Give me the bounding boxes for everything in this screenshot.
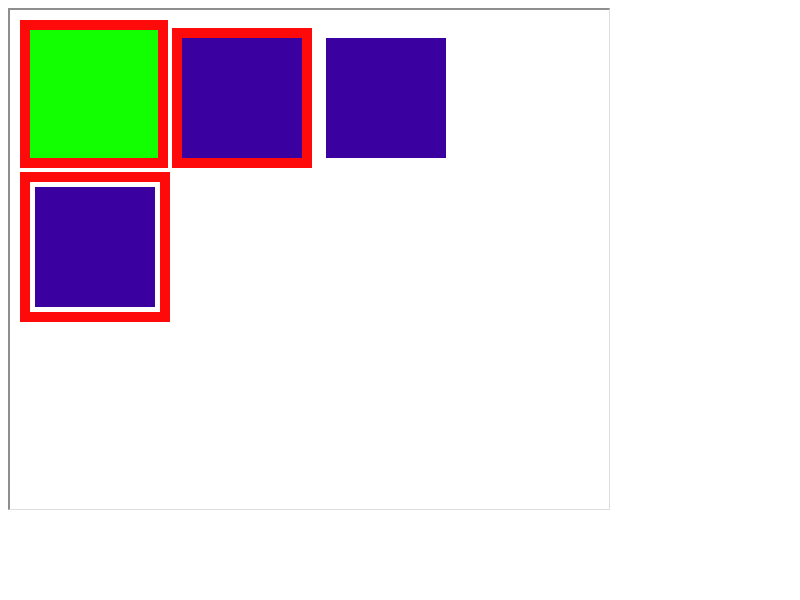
- purple-square-red-border: [172, 28, 312, 168]
- purple-square-red-border-white-gap: [20, 172, 170, 322]
- render-frame: [8, 8, 610, 510]
- green-square-red-border: [20, 20, 168, 168]
- purple-square-plain: [326, 38, 446, 158]
